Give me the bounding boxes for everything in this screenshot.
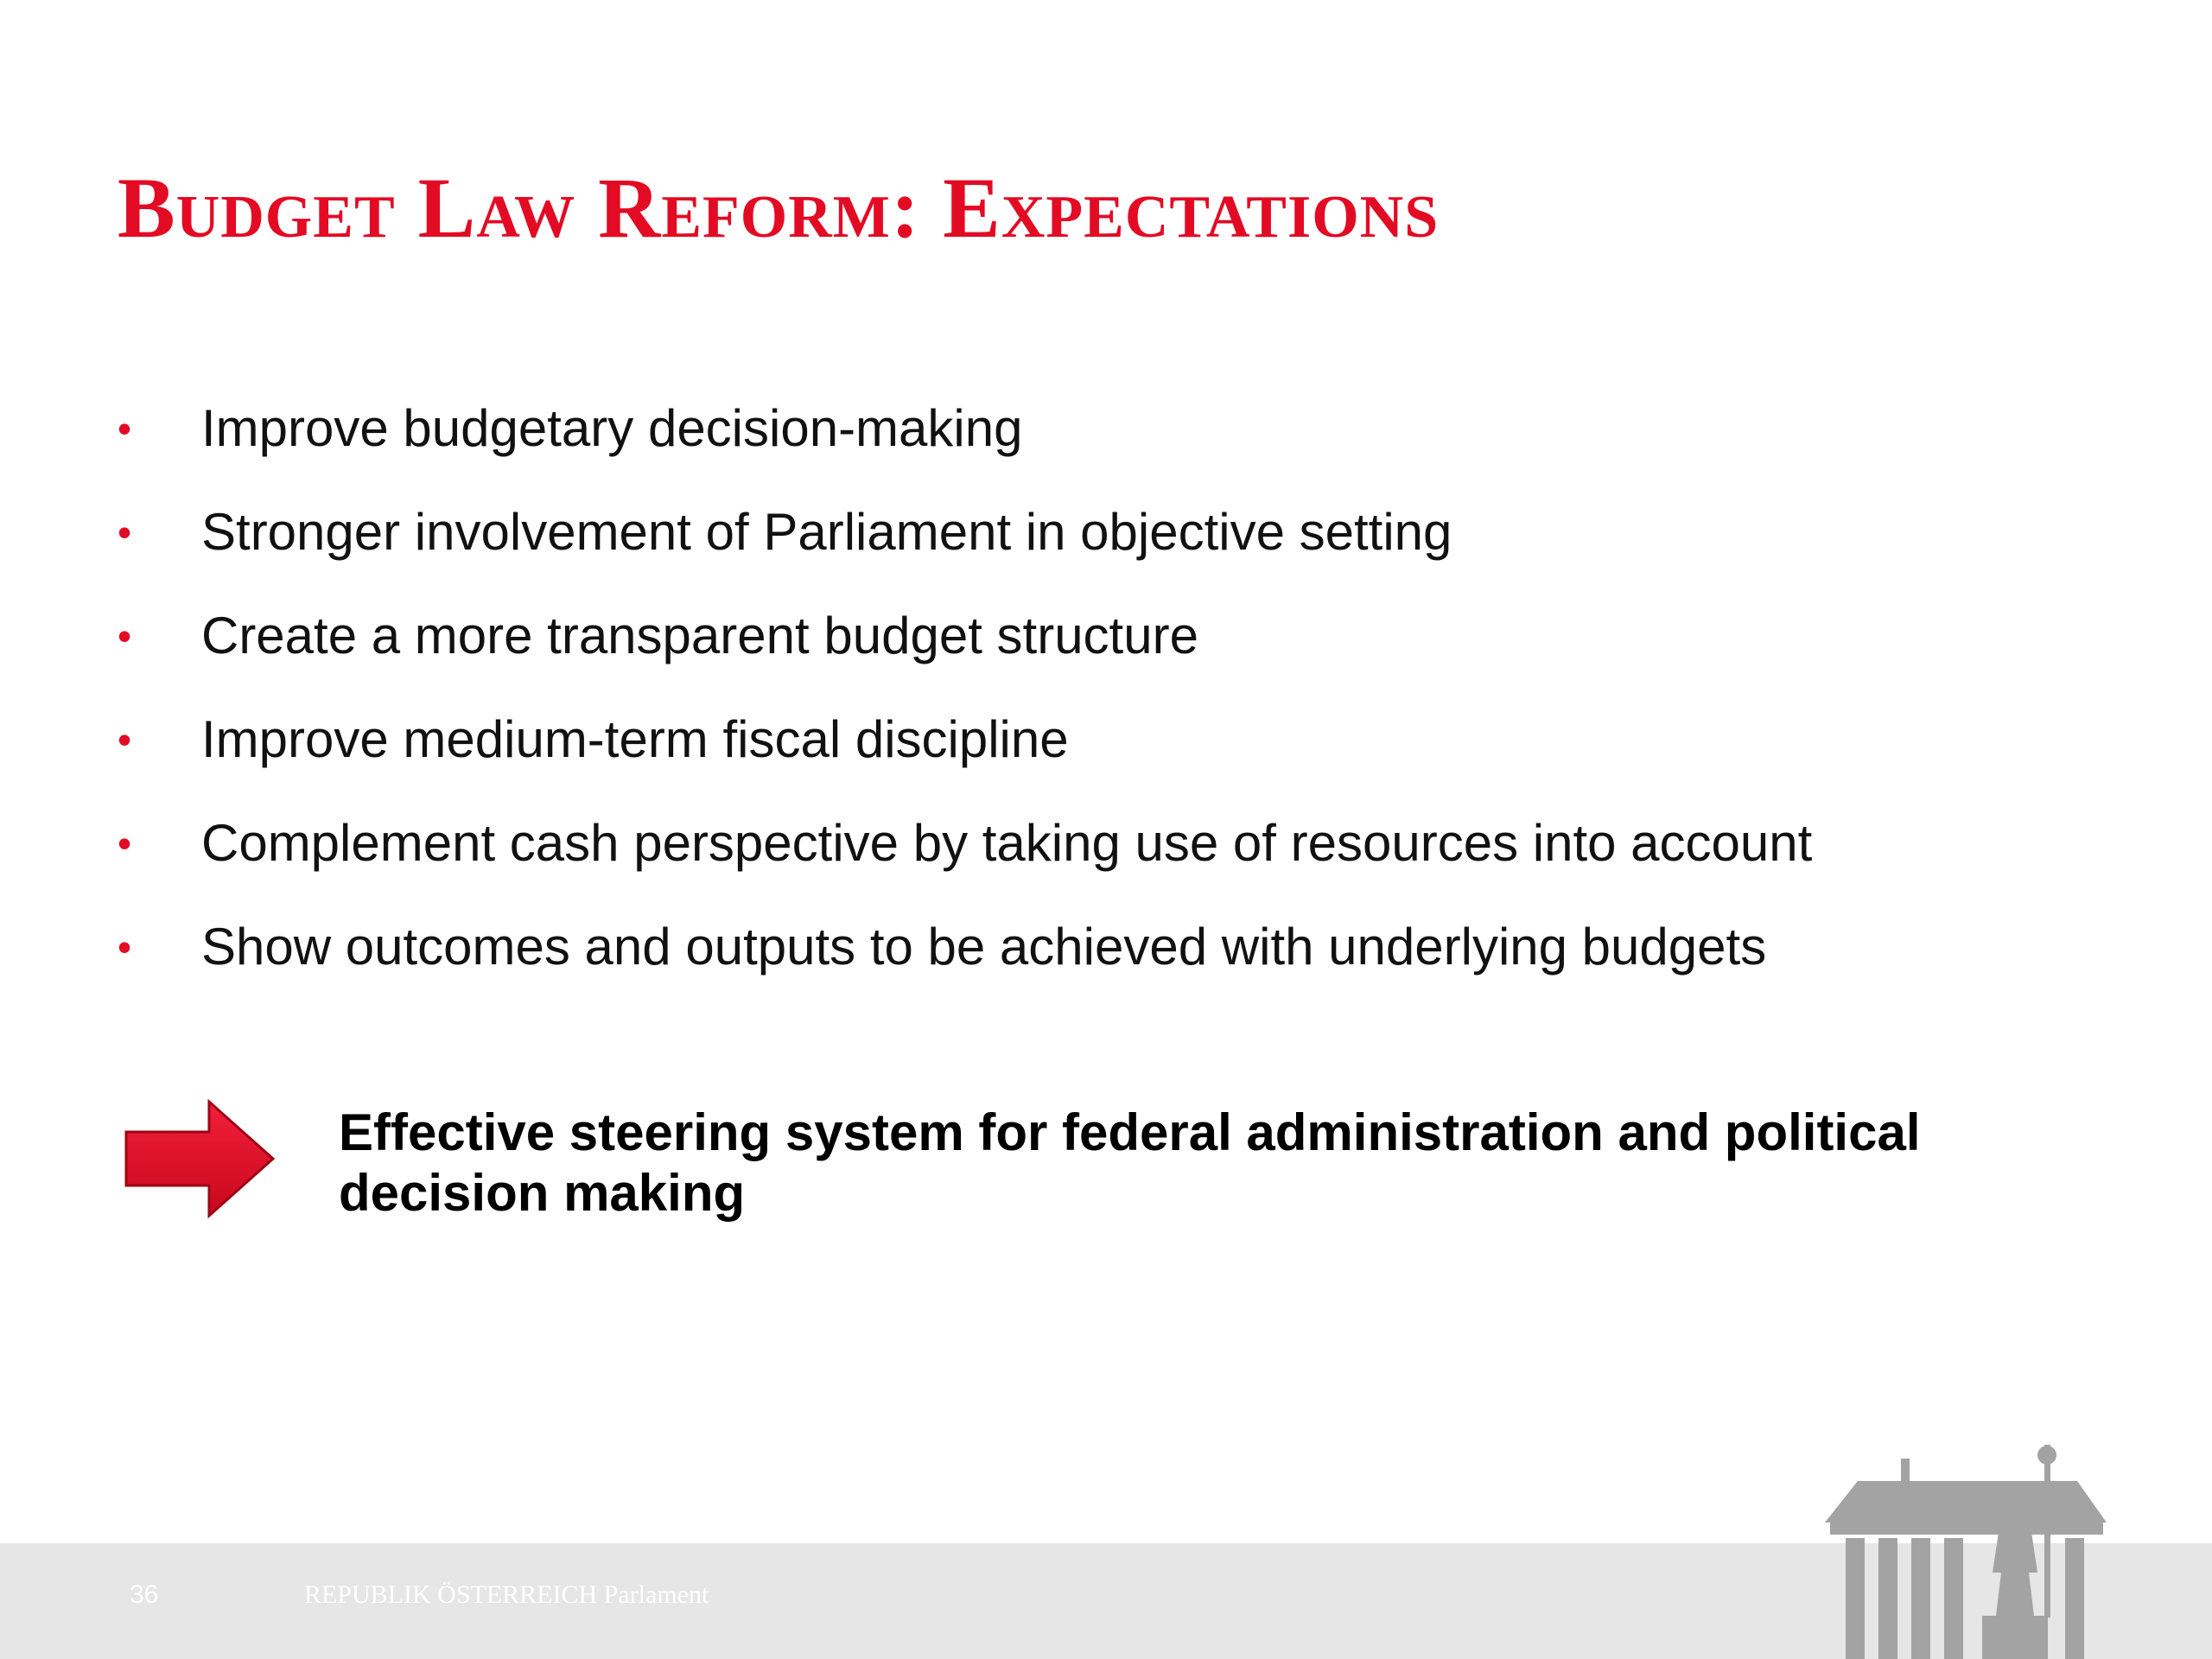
bullet-item: [0, 895, 2212, 999]
bullet-text: Create a more transparent budget structure: [201, 607, 1198, 664]
bullet-dot-icon: •: [118, 510, 132, 555]
bullet-dot-icon: •: [118, 717, 132, 762]
parliament-building-icon: [1818, 1443, 2112, 1659]
bullet-text: Complement cash perspective by taking use of resources into account: [201, 814, 1813, 872]
bullet-list: [0, 377, 2212, 999]
bullet-text: Stronger involvement of Parliament in objective setting: [201, 503, 1452, 561]
bullet-dot-icon: •: [118, 406, 132, 451]
slide-title: Budget Law Reform: Expectations: [118, 160, 1440, 256]
bullet-item: [0, 584, 2212, 688]
bullet-item: [0, 377, 2212, 480]
bullet-dot-icon: •: [118, 821, 132, 866]
arrow-right-icon: [124, 1099, 276, 1218]
bullet-text: Improve medium-term fiscal discipline: [201, 710, 1069, 768]
page-number: 36: [130, 1580, 159, 1609]
bullet-dot-icon: •: [118, 613, 132, 658]
bullet-text: Show outcomes and outputs to be achieved with underlying budgets: [201, 918, 1767, 976]
bullet-item: [0, 480, 2212, 584]
bullet-text: Improve budgetary decision-making: [201, 399, 1023, 457]
bullet-item: [0, 791, 2212, 895]
bullet-item: [0, 688, 2212, 791]
conclusion-text: Effective steering system for federal administration and political decision making: [339, 1103, 1921, 1222]
footer-brand-text: REPUBLIK ÖSTERREICH Parlament: [304, 1580, 709, 1609]
bullet-dot-icon: •: [118, 925, 132, 969]
